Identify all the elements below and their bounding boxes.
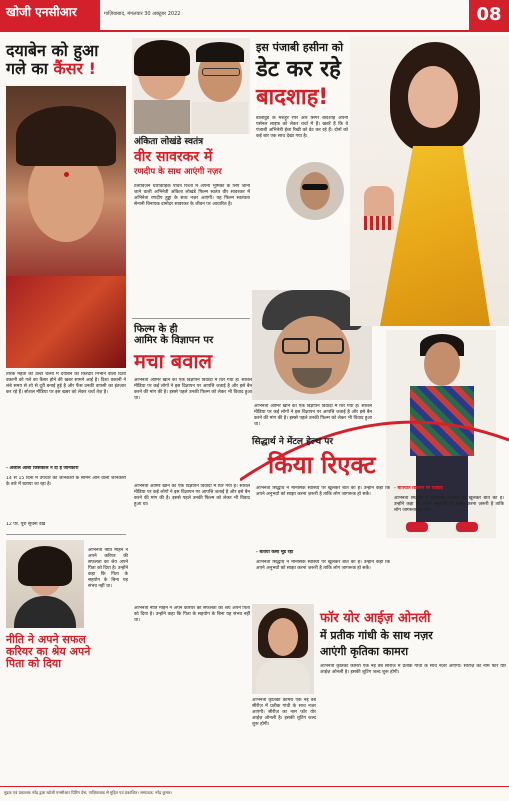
outfit-shape	[14, 596, 76, 628]
story3-headline-line2: आमिर के विज्ञापन पर	[134, 335, 214, 346]
story6-body: अभिनेत्री कृतिका कामरा एक नई वेब सीरीज़ में प्रतीक गांधी के साथ नज़र आएंगी। सीरीज़ का नाम फॉर योर आईज़ ओनली है। इसकी शूटिंग जल्द शुरू होगी।	[320, 664, 506, 675]
actress-photo	[350, 36, 509, 326]
hair-shape	[196, 42, 244, 62]
face-shape	[424, 342, 460, 386]
hair-shape	[134, 40, 190, 76]
sunglasses-shape	[302, 184, 328, 190]
face-shape	[268, 618, 298, 656]
story5-aside-title: - बातचीत डिप्रेशन पर दिखाई	[394, 486, 443, 491]
story1-subhead: - अंजलि आशा जिसकोले ने दी है जानकारी	[6, 466, 79, 471]
hair-shape	[16, 106, 116, 166]
divider	[132, 318, 250, 319]
niti-photo	[6, 540, 84, 628]
story1-body: तारक मेहता का उल्टा चश्मा में दयाबेन का किरदार निभाने वाली दिशा वकानी को गले का कैंसर होने की खबर सामने आई है। दिशा वकानी ने लंबे समय से शो से दूरी बनाई हुई है और फैंस उनकी वापसी का इंतज़ार कर रहे हैं। सोशल मीडिया पर इस खबर को लेकर चर्चा तेज़ है।	[6, 372, 126, 395]
hair-shape	[18, 546, 72, 586]
story5-aside-body: अभिनेता सिद्धार्थ ने मानसिक स्वास्थ्य पर खुलकर बात की है। उन्होंने कहा कि अपने अनुभवों को साझा करना ज़रूरी है ताकि लोग जागरूक हो सकें।	[394, 496, 504, 513]
bindi	[64, 172, 69, 177]
story5-headline: किया रिएक्ट	[268, 451, 376, 479]
section-banner	[0, 0, 100, 30]
page-number: 08	[469, 0, 509, 30]
story1-headline-line2: गले का	[6, 58, 48, 78]
story6-headline-line2: में प्रतीक गांधी के साथ नज़र	[320, 629, 433, 642]
story2-kicker: अंकिता लोखंडे स्वतंत्र	[134, 137, 204, 147]
story6-body-col2: अभिनेत्री कृतिका कामरा एक नई वेब सीरीज़ में प्रतीक गांधी के साथ नज़र आएंगी। सीरीज़ का नाम फॉर योर आईज़ ओनली है। इसकी शूटिंग जल्द शुरू होगी।	[252, 698, 316, 727]
story4-headline-line2: डेट कर रहे	[256, 57, 341, 82]
footer-imprint: मुद्रक एवं प्रकाशक नरेंद्र द्वारा खोजी एनसीआर प्रिंटिंग प्रेस, गाज़ियाबाद से मुद्रित एवं प्रकाशित। सम्पादक: नरेंद्र कुमार।	[4, 790, 173, 795]
dayaben-photo	[6, 86, 126, 368]
story3-body-col2: अभिनेता आमिर खान का एक विज्ञापन विवादों में घिर गया है। सोशल मीडिया पर कई लोगों ने इस विज्ञापन पर आपत्ति जताई है और इसे बैन करने की मांग की है। इससे पहले उनकी फिल्म को लेकर भी विवाद हुआ था।	[254, 404, 372, 427]
bangles-shape	[364, 216, 394, 230]
masthead	[0, 0, 509, 30]
section-title: खोजी एनसीआर	[6, 5, 77, 19]
glasses-left-shape	[282, 338, 310, 354]
header-rule	[0, 30, 509, 32]
dateline: गाज़ियाबाद, मंगलवार 30 अक्टूबर 2022	[104, 11, 181, 17]
yellow-dress-shape	[380, 146, 490, 326]
story3-headline-line3: मचा बवाल	[134, 349, 213, 373]
glasses-right-shape	[316, 338, 344, 354]
story2-body: टेलीविज़न धारावाहिक पवित्र रिश्ता में अपनी भूमिका के लिए जानी जाने वाली अभिनेत्री अंकिता लोखंडे फिल्म स्वतंत्र वीर सावरकर में अभिनेता रणदीप हुड्डा के साथ नज़र आएंगी। यह फिल्म स्वतंत्रता सेनानी विनायक दामोदर सावरकर के जीवन पर आधारित है।	[134, 184, 250, 207]
story5-kicker: सिद्धार्थ ने मेंटल हेल्थ पर	[252, 437, 334, 447]
story1b-body: अभिनेत्री नीति मोहन ने अपने करियर की सफलता का श्रेय अपने पिता को दिया है। उन्होंने कहा कि पिता के सहयोग के बिना यह संभव नहीं था।	[88, 548, 128, 589]
story6-headline-line3: आएंगी कृतिका कामरा	[320, 645, 409, 658]
story3-headline-line1: फिल्म के ही	[134, 324, 178, 335]
story3-continued: अभिनेता आमिर खान का एक विज्ञापन विवादों में घिर गया है। सोशल मीडिया पर कई लोगों ने इस विज्ञापन पर आपत्ति जताई है और इसे बैन करने की मांग की है। इससे पहले उनकी फिल्म को लेकर भी विवाद हुआ था।	[134, 484, 250, 507]
saree-shape	[6, 276, 126, 368]
kritika-photo	[252, 604, 314, 694]
story4-headline-line1: इस पंजाबी हसीना को	[256, 41, 344, 54]
story4-headline-line3: बादशाह!	[256, 85, 329, 110]
story5-subhead: - बताया कैसा मूड रहा	[256, 550, 294, 555]
story1b-continued: अभिनेत्री नीति मोहन ने अपने करियर की सफलता का श्रेय अपने पिता को दिया है। उन्होंने कहा कि पिता के सहयोग के बिना यह संभव नहीं था।	[134, 606, 250, 623]
face-shape	[300, 172, 330, 210]
story2-headline-line2: रणदीप के साथ आएंगी नज़र	[134, 167, 222, 177]
story5-body2: अभिनेता सिद्धार्थ ने मानसिक स्वास्थ्य पर खुलकर बात की है। उन्होंने कहा कि अपने अनुभवों को साझा करना ज़रूरी है ताकि लोग जागरूक हो सकें।	[256, 560, 390, 571]
glasses-shape	[202, 68, 240, 76]
outfit-shape	[134, 100, 190, 134]
ankita-randeep-photos	[132, 38, 250, 134]
story1-continuation: 12 पर. पूरी सूचना देखें	[6, 522, 46, 527]
story2-headline-line1: वीर सावरकर में	[134, 149, 213, 165]
story1-headline	[6, 42, 130, 77]
story1b-headline: नीति ने अपने सफल करियर का श्रेय अपने पिता को दिया	[6, 633, 91, 671]
story6-headline-line1: फॉर योर आईज़ ओनली	[320, 611, 431, 626]
story1-headline-line1: दयाबेन को हुआ	[6, 41, 99, 60]
face-shape	[408, 66, 458, 128]
story1-headline-accent: कैंसर !	[53, 58, 96, 78]
divider	[6, 534, 126, 535]
outfit-shape	[256, 660, 310, 694]
story5-body: अभिनेता सिद्धार्थ ने मानसिक स्वास्थ्य पर खुलकर बात की है। उन्होंने कहा कि अपने अनुभवों को साझा करना ज़रूरी है ताकि लोग जागरूक हो सकें।	[256, 486, 390, 497]
outfit-shape	[192, 102, 248, 134]
story3-body: अभिनेता आमिर खान का एक विज्ञापन विवादों में घिर गया है। सोशल मीडिया पर कई लोगों ने इस विज्ञापन पर आपत्ति जताई है और इसे बैन करने की मांग की है। इससे पहले उनकी फिल्म को लेकर भी विवाद हुआ था।	[134, 378, 252, 401]
story4-body: बॉलीवुड के मशहूर रैपर और सिंगर बादशाह अपनी पर्सनल लाइफ को लेकर चर्चा में हैं। खबरें हैं कि वे पंजाबी अभिनेत्री ईशा रिखी को डेट कर रहे हैं। दोनों को कई बार एक साथ देखा गया है।	[256, 116, 348, 139]
story1-body2: 14 से 15 दिनों में उपचार की जानकारी के सामने आने वाली जानकारी के बारे में बताया जा रहा है।	[6, 476, 126, 487]
story3-headline	[134, 324, 250, 346]
footer	[0, 786, 509, 801]
badshah-photo	[286, 162, 344, 220]
